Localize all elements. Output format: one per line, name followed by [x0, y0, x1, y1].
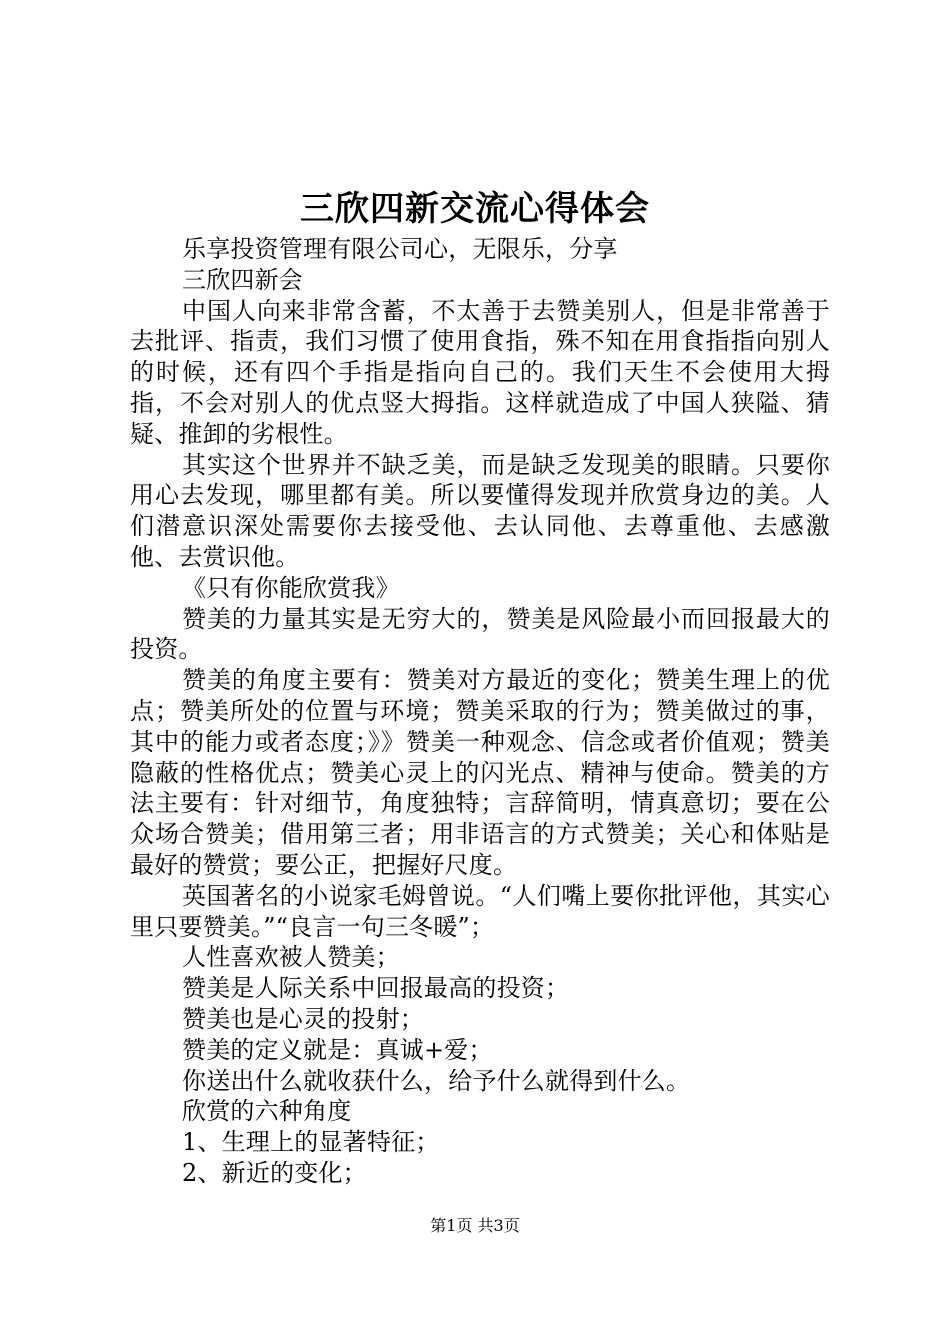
- paragraph: 英国著名的小说家毛姆曾说。“人们嘴上要你批评他，其实心里只要赞美。”“良言一句三冬暖”；: [130, 881, 830, 941]
- document-title: 三欣四新交流心得体会: [300, 189, 650, 229]
- list-item: 1、生理上的显著特征；: [182, 1128, 440, 1157]
- paragraph: 赞美是人际关系中回报最高的投资；: [182, 974, 570, 1003]
- page-footer: 第1页 共3页: [430, 1216, 520, 1235]
- paragraph-section-heading: 欣赏的六种角度: [182, 1097, 352, 1126]
- paragraph: 赞美也是心灵的投射；: [182, 1004, 424, 1033]
- paragraph: 中国人向来非常含蓄，不太善于去赞美别人，但是非常善于去批评、指责，我们习惯了使用食指，殊不知在用食指指向别人的时候，还有四个手指是指向自己的。我们天生不会使用大拇指，不会对别人的优点竖大拇指。这样就造成了中国人狭隘、猜疑、推卸的劣根性。: [130, 296, 830, 448]
- paragraph-meeting: 三欣四新会: [182, 265, 303, 294]
- document-body: [130, 234, 830, 1189]
- paragraph-quote-title: 《只有你能欣赏我》: [182, 573, 400, 602]
- paragraph: 赞美的力量其实是无穷大的，赞美是风险最小而回报最大的投资。: [130, 604, 830, 664]
- paragraph: 其实这个世界并不缺乏美，而是缺乏发现美的眼睛。只要你用心去发现，哪里都有美。所以要懂得发现并欣赏身边的美。人们潜意识深处需要你去接受他、去认同他、去尊重他、去感激他、去赏识他。: [130, 450, 830, 571]
- paragraph: 人性喜欢被人赞美；: [182, 943, 400, 972]
- list-item: 2、新近的变化；: [182, 1158, 367, 1187]
- paragraph-company: 乐享投资管理有限公司心，无限乐，分享: [182, 235, 618, 263]
- paragraph: 赞美的定义就是：真诚+爱；: [182, 1035, 493, 1064]
- paragraph: 你送出什么就收获什么，给予什么就得到什么。: [182, 1066, 691, 1095]
- paragraph: 赞美的角度主要有：赞美对方最近的变化；赞美生理上的优点；赞美所处的位置与环境；赞美采取的行为；赞美做过的事，其中的能力或者态度；》》赞美一种观念、信念或者价值观；赞美隐蔽的性格优点；赞美心灵上的闪光点、精神与使命。赞美的方法主要有：针对细节，角度独特；言辞简明，情真意切；要在公众场合赞美；借用第三者；用非语言的方式赞美；关心和体贴是最好的赞赏；要公正，把握好尺度。: [130, 666, 830, 879]
